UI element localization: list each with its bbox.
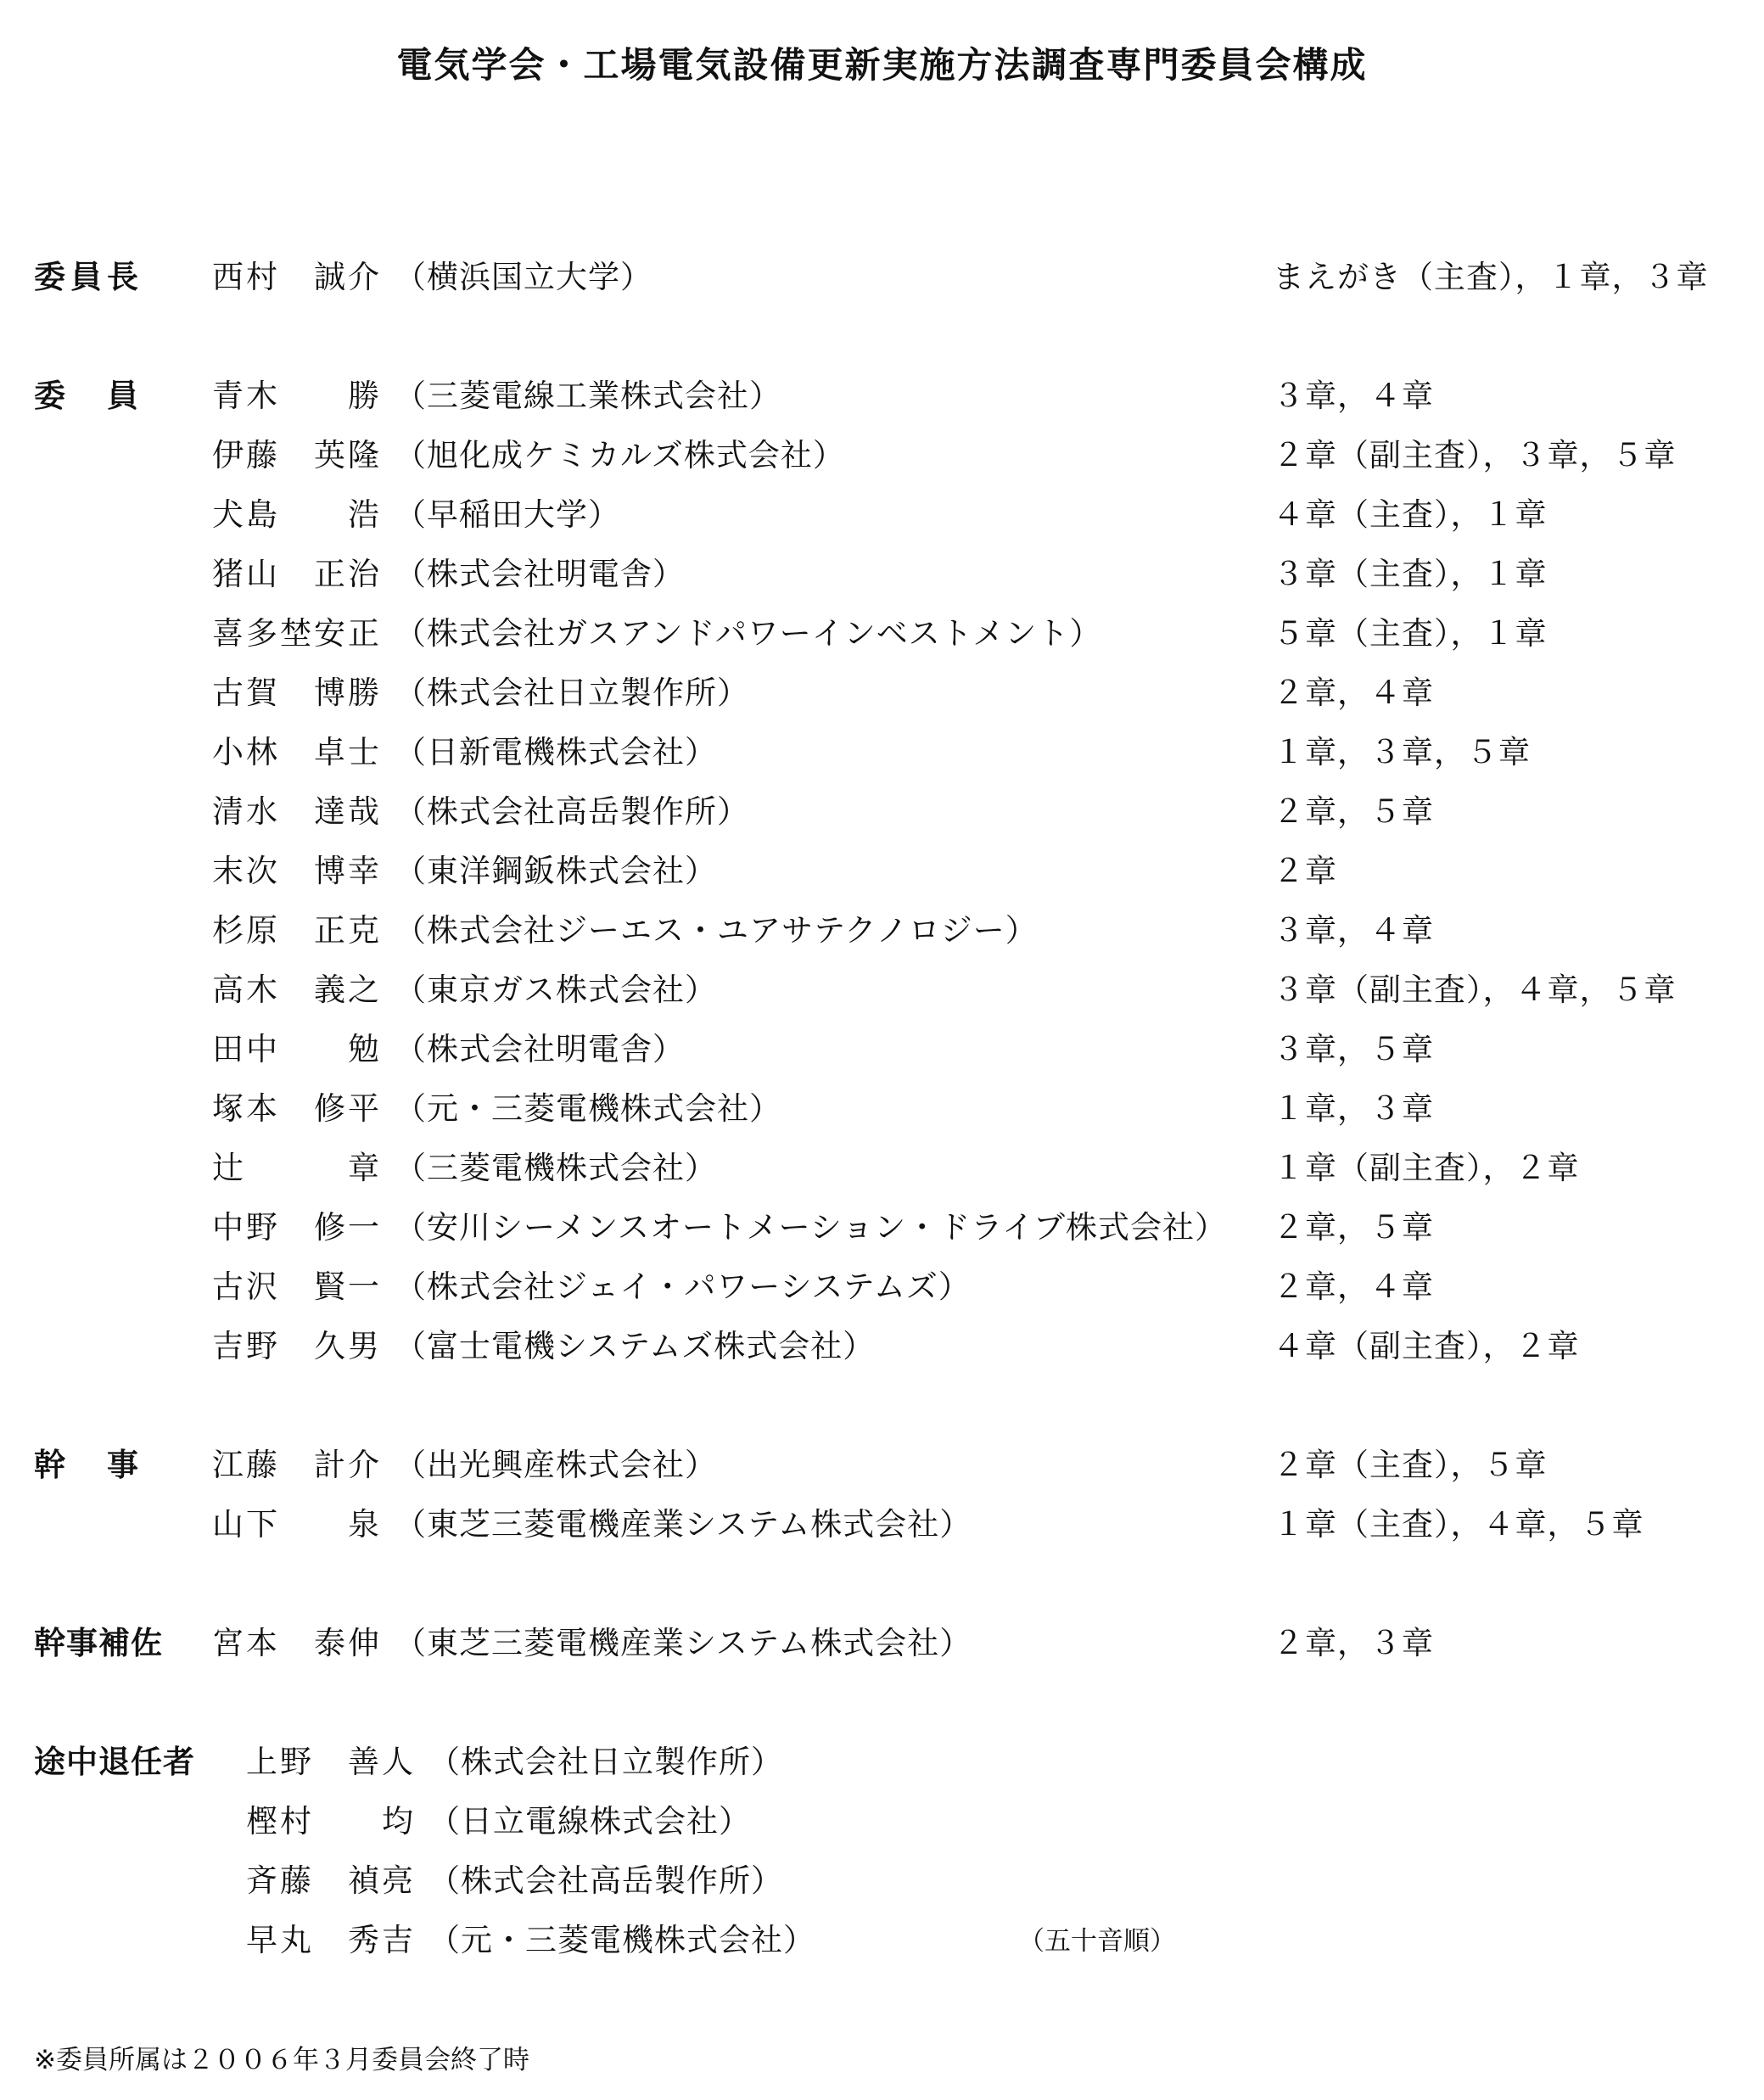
member-affiliation: （早稲田大学） xyxy=(395,496,620,533)
member-row xyxy=(0,1498,1764,1546)
member-chapters: ２章（主査），５章 xyxy=(1273,1447,1548,1483)
member-name: 西村 誠介 xyxy=(212,259,382,295)
member-affiliation: （東洋鋼鈑株式会社） xyxy=(395,853,717,889)
member-name: 上野 善人 xyxy=(246,1744,416,1780)
member-row xyxy=(0,251,1764,299)
member-row xyxy=(0,786,1764,833)
member-name: 田中 勉 xyxy=(212,1031,382,1067)
member-affiliation: （元・三菱電機株式会社） xyxy=(428,1922,815,1958)
member-row xyxy=(0,1142,1764,1190)
member-name: 江藤 計介 xyxy=(212,1447,382,1483)
member-affiliation: （東京ガス株式会社） xyxy=(395,972,717,1008)
member-affiliation: （元・三菱電機株式会社） xyxy=(395,1090,781,1127)
member-chapters: ２章（副主査），３章，５章 xyxy=(1273,437,1677,473)
member-chapters: ５章（主査），１章 xyxy=(1273,615,1548,652)
member-chapters: ４章（主査），１章 xyxy=(1273,496,1548,533)
member-name: 高木 義之 xyxy=(212,972,382,1008)
member-name: 山下 泉 xyxy=(212,1506,382,1543)
member-affiliation: （富士電機システムズ株式会社） xyxy=(395,1328,876,1364)
member-name: 末次 博幸 xyxy=(212,853,382,889)
member-affiliation: （株式会社ジェイ・パワーシステムズ） xyxy=(395,1268,971,1305)
member-name: 杉原 正克 xyxy=(212,912,382,949)
member-affiliation: （株式会社明電舎） xyxy=(395,556,685,592)
member-affiliation: （旭化成ケミカルズ株式会社） xyxy=(395,437,845,473)
member-row xyxy=(0,1736,1764,1784)
member-affiliation: （三菱電機株式会社） xyxy=(395,1150,717,1186)
member-affiliation: （株式会社高岳製作所） xyxy=(395,793,749,830)
member-name: 塚本 修平 xyxy=(212,1090,382,1127)
footnote: ※委員所属は２００６年３月委員会終了時 xyxy=(34,2045,529,2075)
member-chapters: ３章，４章 xyxy=(1273,378,1434,414)
member-chapters: ３章（主査），１章 xyxy=(1273,556,1548,592)
member-row xyxy=(0,1617,1764,1665)
member-chapters: まえがき（主査），１章，３章 xyxy=(1273,259,1709,295)
member-row xyxy=(0,667,1764,714)
member-name: 小林 卓士 xyxy=(212,734,382,770)
member-chapters: ２章，３章 xyxy=(1273,1625,1434,1661)
member-name: 早丸 秀吉 xyxy=(246,1922,416,1958)
member-row xyxy=(0,1914,1764,1962)
member-affiliation: （株式会社高岳製作所） xyxy=(428,1862,783,1899)
member-name: 宮本 泰伸 xyxy=(212,1625,382,1661)
member-chapters: ２章，４章 xyxy=(1273,1268,1434,1305)
member-affiliation: （日新電機株式会社） xyxy=(395,734,717,770)
member-affiliation: （東芝三菱電機産業システム株式会社） xyxy=(395,1506,972,1543)
member-name: 青木 勝 xyxy=(212,378,382,414)
member-chapters: ３章，４章 xyxy=(1273,912,1434,949)
member-row xyxy=(0,964,1764,1011)
member-name: 吉野 久男 xyxy=(212,1328,382,1364)
member-affiliation: （横浜国立大学） xyxy=(395,259,652,295)
member-name: 喜多埜安正 xyxy=(212,615,382,652)
member-name: 清水 達哉 xyxy=(212,793,382,830)
member-row xyxy=(0,1795,1764,1843)
member-row xyxy=(0,370,1764,417)
member-row xyxy=(0,1261,1764,1308)
member-chapters: ２章，５章 xyxy=(1273,1209,1434,1246)
order-note: （五十音順） xyxy=(1018,1926,1176,1957)
member-name: 伊藤 英隆 xyxy=(212,437,382,473)
member-chapters: １章（副主査），２章 xyxy=(1273,1150,1580,1186)
member-name: 斉藤 禎亮 xyxy=(246,1862,416,1899)
member-row xyxy=(0,904,1764,952)
member-row xyxy=(0,489,1764,536)
member-chapters: ２章 xyxy=(1273,853,1337,889)
member-chapters: ３章（副主査），４章，５章 xyxy=(1273,972,1677,1008)
member-affiliation: （出光興産株式会社） xyxy=(395,1447,717,1483)
member-chapters: ２章，５章 xyxy=(1273,793,1434,830)
member-chapters: １章，３章 xyxy=(1273,1090,1434,1127)
member-affiliation: （安川シーメンスオートメーション・ドライブ株式会社） xyxy=(395,1209,1227,1246)
member-name: 中野 修一 xyxy=(212,1209,382,1246)
role-label: 幹事補佐 xyxy=(34,1625,163,1661)
member-name: 古賀 博勝 xyxy=(212,675,382,711)
member-affiliation: （株式会社日立製作所） xyxy=(395,675,749,711)
member-row xyxy=(0,1083,1764,1130)
member-affiliation: （三菱電線工業株式会社） xyxy=(395,378,781,414)
member-row xyxy=(0,429,1764,477)
member-row xyxy=(0,1439,1764,1487)
role-label: 委員長 xyxy=(34,259,143,295)
role-label: 委 員 xyxy=(34,378,143,414)
member-row xyxy=(0,1320,1764,1368)
member-chapters: １章，３章，５章 xyxy=(1273,734,1531,770)
member-row xyxy=(0,1855,1764,1902)
member-row xyxy=(0,845,1764,893)
member-name: 犬島 浩 xyxy=(212,496,382,533)
member-chapters: ２章，４章 xyxy=(1273,675,1434,711)
member-name: 辻 章 xyxy=(212,1150,382,1186)
role-label: 幹 事 xyxy=(34,1447,143,1483)
member-affiliation: （日立電線株式会社） xyxy=(428,1803,751,1840)
member-affiliation: （東芝三菱電機産業システム株式会社） xyxy=(395,1625,972,1661)
member-chapters: ４章（副主査），２章 xyxy=(1273,1328,1580,1364)
role-label: 途中退任者 xyxy=(34,1744,195,1780)
member-affiliation: （株式会社ジーエス・ユアサテクノロジー） xyxy=(395,912,1038,949)
member-affiliation: （株式会社ガスアンドパワーインベストメント） xyxy=(395,615,1102,652)
member-name: 樫村 均 xyxy=(246,1803,416,1840)
member-chapters: ３章，５章 xyxy=(1273,1031,1434,1067)
member-name: 猪山 正治 xyxy=(212,556,382,592)
page-title: 電気学会・工場電気設備更新実施方法調査専門委員会構成 xyxy=(396,44,1368,86)
member-row xyxy=(0,548,1764,596)
member-row xyxy=(0,608,1764,655)
member-affiliation: （株式会社明電舎） xyxy=(395,1031,685,1067)
member-chapters: １章（主査），４章，５章 xyxy=(1273,1506,1644,1543)
member-name: 古沢 賢一 xyxy=(212,1268,382,1305)
member-row xyxy=(0,1201,1764,1249)
member-affiliation: （株式会社日立製作所） xyxy=(428,1744,783,1780)
member-row xyxy=(0,726,1764,774)
member-row xyxy=(0,1023,1764,1071)
